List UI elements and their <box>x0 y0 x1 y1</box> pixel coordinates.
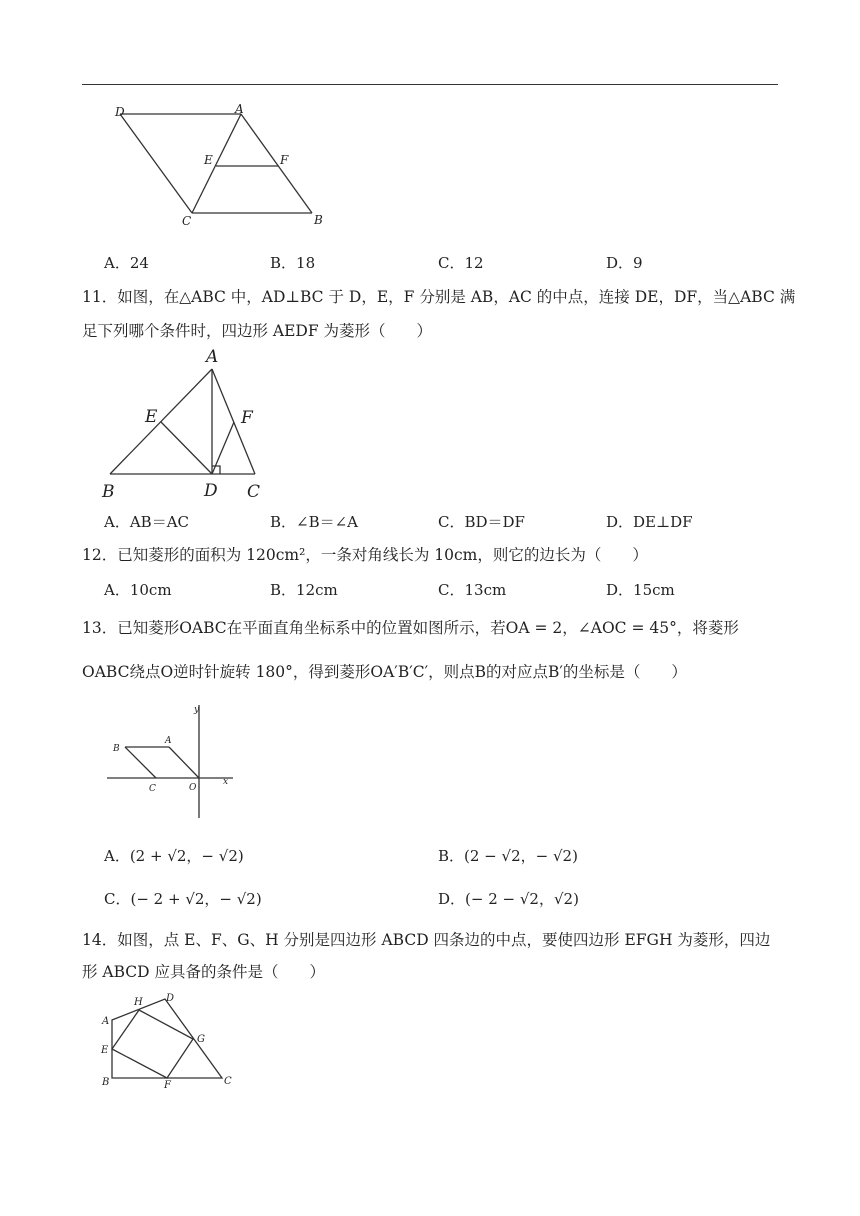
q13-label-c: C <box>149 784 156 794</box>
q10-option-a[interactable]: A．24 <box>104 254 149 272</box>
q12-option-a[interactable]: A．10cm <box>104 581 172 599</box>
q14-label-d: D <box>166 993 175 1004</box>
q14-label-c: C <box>224 1076 232 1087</box>
q10-option-b[interactable]: B．18 <box>270 254 316 272</box>
q14-figure <box>100 990 245 1090</box>
q13-text-line1: 13．已知菱形OABC在平面直角坐标系中的位置如图所示，若OA = 2，∠AOC = 45°，将菱形 <box>82 619 739 637</box>
q11-text-line1: 11．如图，在△ABC 中，AD⊥BC 于 D，E，F 分别是 AB，AC 的中点，连接 DE，DF，当△ABC 满 <box>82 288 796 306</box>
q12-option-c[interactable]: C．13cm <box>438 581 507 599</box>
q13-label-a: A <box>165 736 172 746</box>
q14-label-f: F <box>164 1080 171 1091</box>
q10-label-c: C <box>182 214 192 228</box>
q13-option-c[interactable]: C．(− 2 + √2，− √2) <box>104 890 262 908</box>
q14-label-a: A <box>102 1016 110 1027</box>
q11-option-b[interactable]: B．∠B＝∠A <box>270 513 359 531</box>
q14-label-e: E <box>101 1045 109 1056</box>
q14-text-line2: 形 ABCD 应具备的条件是（ ） <box>82 963 326 981</box>
q10-option-c[interactable]: C．12 <box>438 254 484 272</box>
q13-text-line2: OABC绕点O逆时针旋转 180°，得到菱形OA′B′C′，则点B的对应点B′的坐标是（ ） <box>82 663 687 681</box>
q11-label-b: B <box>102 482 115 502</box>
q10-label-e: E <box>204 153 213 167</box>
header-rule <box>82 84 778 85</box>
q11-text-line2: 足下列哪个条件时，四边形 AEDF 为菱形（ ） <box>82 322 433 340</box>
q12-text-line1: 12．已知菱形的面积为 120cm²，一条对角线长为 10cm，则它的边长为（ ） <box>82 546 648 564</box>
q13-option-b[interactable]: B．(2 − √2，− √2) <box>438 847 578 865</box>
q13-label-o: O <box>189 783 197 793</box>
q11-option-d[interactable]: D．DE⊥DF <box>606 513 693 531</box>
q12-option-b[interactable]: B．12cm <box>270 581 338 599</box>
q11-option-c[interactable]: C．BD＝DF <box>438 513 525 531</box>
q10-figure <box>100 100 340 235</box>
q11-label-a: A <box>206 347 219 367</box>
q10-label-d: D <box>115 105 125 119</box>
q13-label-y: y <box>194 705 200 715</box>
q13-label-x: x <box>223 777 229 787</box>
q11-figure <box>100 345 275 500</box>
q14-label-g: G <box>197 1034 205 1045</box>
q11-label-e: E <box>145 407 158 427</box>
q11-option-a[interactable]: A．AB＝AC <box>104 513 189 531</box>
q13-label-b: B <box>113 744 120 754</box>
q13-figure <box>105 700 240 822</box>
q11-label-d: D <box>204 481 218 501</box>
q14-text-line1: 14．如图，点 E、F、G、H 分别是四边形 ABCD 四条边的中点，要使四边形 EFGH 为菱形，四边 <box>82 931 771 949</box>
q10-option-d[interactable]: D．9 <box>606 254 643 272</box>
q10-label-a: A <box>235 102 244 116</box>
q13-option-a[interactable]: A．(2 + √2，− √2) <box>104 847 244 865</box>
q14-label-h: H <box>134 997 143 1008</box>
q12-option-d[interactable]: D．15cm <box>606 581 675 599</box>
q11-label-c: C <box>247 482 261 502</box>
q14-label-b: B <box>102 1077 110 1088</box>
q10-label-b: B <box>314 213 323 227</box>
q11-label-f: F <box>241 408 253 428</box>
q10-label-f: F <box>280 153 289 167</box>
q13-option-d[interactable]: D．(− 2 − √2，√2) <box>438 890 579 908</box>
